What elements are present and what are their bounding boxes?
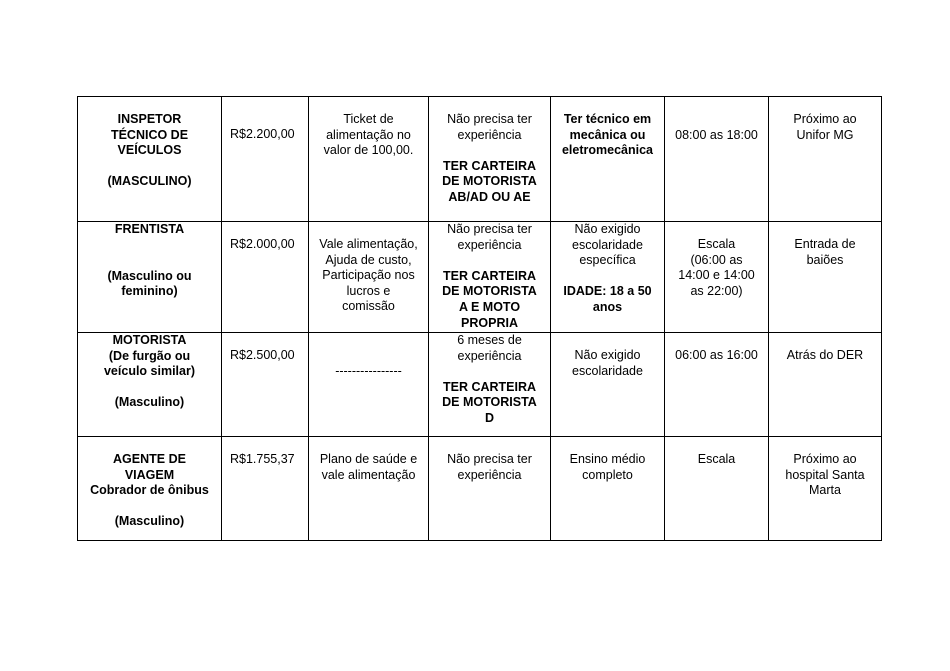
schedule-line: Escala [697,452,736,466]
benefits-line: Ajuda de custo, [325,252,412,267]
education-cell [551,437,665,541]
education-line: completo [582,467,633,482]
salary-value: R$2.500,00 [230,348,295,362]
education-line: eletromecânica [561,143,654,158]
license-line: TER CARTEIRA [442,268,537,283]
job-gender: feminino) [121,284,178,299]
schedule-line: Escala [697,237,736,251]
job-title-cell [78,333,222,437]
education-line: Não exigido [574,348,641,362]
schedule-line: 08:00 as 18:00 [675,128,758,142]
education-cell [551,97,665,222]
job-title-line: TÉCNICO DE [110,127,189,142]
table-row [78,333,882,437]
benefits-line: comissão [342,299,395,314]
experience-line: experiência [457,237,522,252]
job-gender: (Masculino ou [107,268,192,283]
schedule-cell [665,222,769,333]
table-row [78,437,882,541]
benefits-line: lucros e [346,283,391,298]
salary-value: R$2.200,00 [230,127,295,141]
education-line: Ensino médio [569,452,646,466]
location-line: Próximo ao [793,112,857,126]
job-title-cell [78,97,222,222]
job-title-line: (De furgão ou [108,348,191,363]
location-cell [769,437,882,541]
job-title-line: VIAGEM [124,467,175,482]
job-title-cell [78,222,222,333]
benefits-line: valor de 100,00. [323,143,414,158]
job-gender: (Masculino) [114,395,185,410]
age-line: anos [592,299,623,314]
benefits-line: Plano de saúde e [319,452,418,466]
experience-cell [429,222,551,333]
education-cell [551,222,665,333]
job-title-line: VEÍCULOS [117,143,182,158]
license-line: TER CARTEIRA [442,158,537,173]
experience-line: experiência [457,467,522,482]
license-line: DE MOTORISTA [442,174,537,189]
job-title-line: INSPETOR [117,112,182,126]
education-line: Não exigido [574,222,641,236]
age-line: IDADE: 18 a 50 [563,284,652,299]
education-line: Ter técnico em [563,112,652,126]
education-line: escolaridade [572,363,643,378]
experience-cell [429,333,551,437]
benefits-cell [309,437,429,541]
schedule-cell [665,437,769,541]
location-cell [769,222,882,333]
experience-line: experiência [457,348,522,363]
experience-line: Não precisa ter [447,112,532,126]
license-line: TER CARTEIRA [442,379,537,394]
salary-cell [222,437,309,541]
schedule-cell [665,333,769,437]
benefits-cell [309,333,429,437]
experience-line: Não precisa ter [447,222,532,236]
location-cell [769,97,882,222]
table-row [78,97,882,222]
experience-line: Não precisa ter [447,452,532,466]
salary-cell [222,97,309,222]
location-line: baiões [806,252,844,267]
salary-value: R$2.000,00 [230,237,295,251]
license-line: A E MOTO [458,299,521,314]
education-line: mecânica ou [569,127,646,142]
location-line: Entrada de [794,237,856,251]
table-row [78,222,882,333]
education-line: escolaridade [572,237,643,252]
job-title-line: FRENTISTA [114,222,185,236]
schedule-line: 14:00 e 14:00 [678,268,755,283]
job-title-cell [78,437,222,541]
location-line: Marta [809,483,841,498]
benefits-line: alimentação no [326,127,411,142]
education-line: específica [579,253,636,268]
job-gender: (Masculino) [114,514,185,529]
job-title-line: AGENTE DE [113,452,186,466]
license-line: AB/AD OU AE [448,189,531,204]
benefits-line: Participação nos [322,268,415,283]
schedule-cell [665,97,769,222]
benefits-cell [309,97,429,222]
job-title-line: veículo similar) [103,364,195,379]
location-line: hospital Santa [785,467,865,482]
benefits-line: Ticket de [343,112,394,126]
experience-cell [429,437,551,541]
location-line: Próximo ao [793,452,857,466]
benefits-line: vale alimentação [321,467,416,482]
schedule-line: 06:00 as 16:00 [675,348,758,362]
salary-cell [222,222,309,333]
license-line: DE MOTORISTA [442,395,537,410]
salary-value: R$1.755,37 [230,452,295,466]
job-title-line: Cobrador de ônibus [90,483,209,498]
experience-line: 6 meses de [457,333,522,347]
education-cell [551,333,665,437]
experience-cell [429,97,551,222]
benefits-cell [309,222,429,333]
experience-line: experiência [457,127,522,142]
schedule-line: (06:00 as [690,252,743,267]
location-line: Atrás do DER [786,348,864,362]
license-line: DE MOTORISTA [442,284,537,299]
job-title-line: MOTORISTA [112,333,187,347]
job-gender: (MASCULINO) [107,174,192,189]
location-line: Unifor MG [796,127,854,142]
location-cell [769,333,882,437]
benefits-line: ---------------- [335,364,402,378]
job-listings-table [77,96,882,541]
benefits-line: Vale alimentação, [319,237,418,251]
salary-cell [222,333,309,437]
license-line: PROPRIA [461,315,518,330]
schedule-line: as 22:00) [690,283,743,298]
license-line: D [484,410,495,425]
